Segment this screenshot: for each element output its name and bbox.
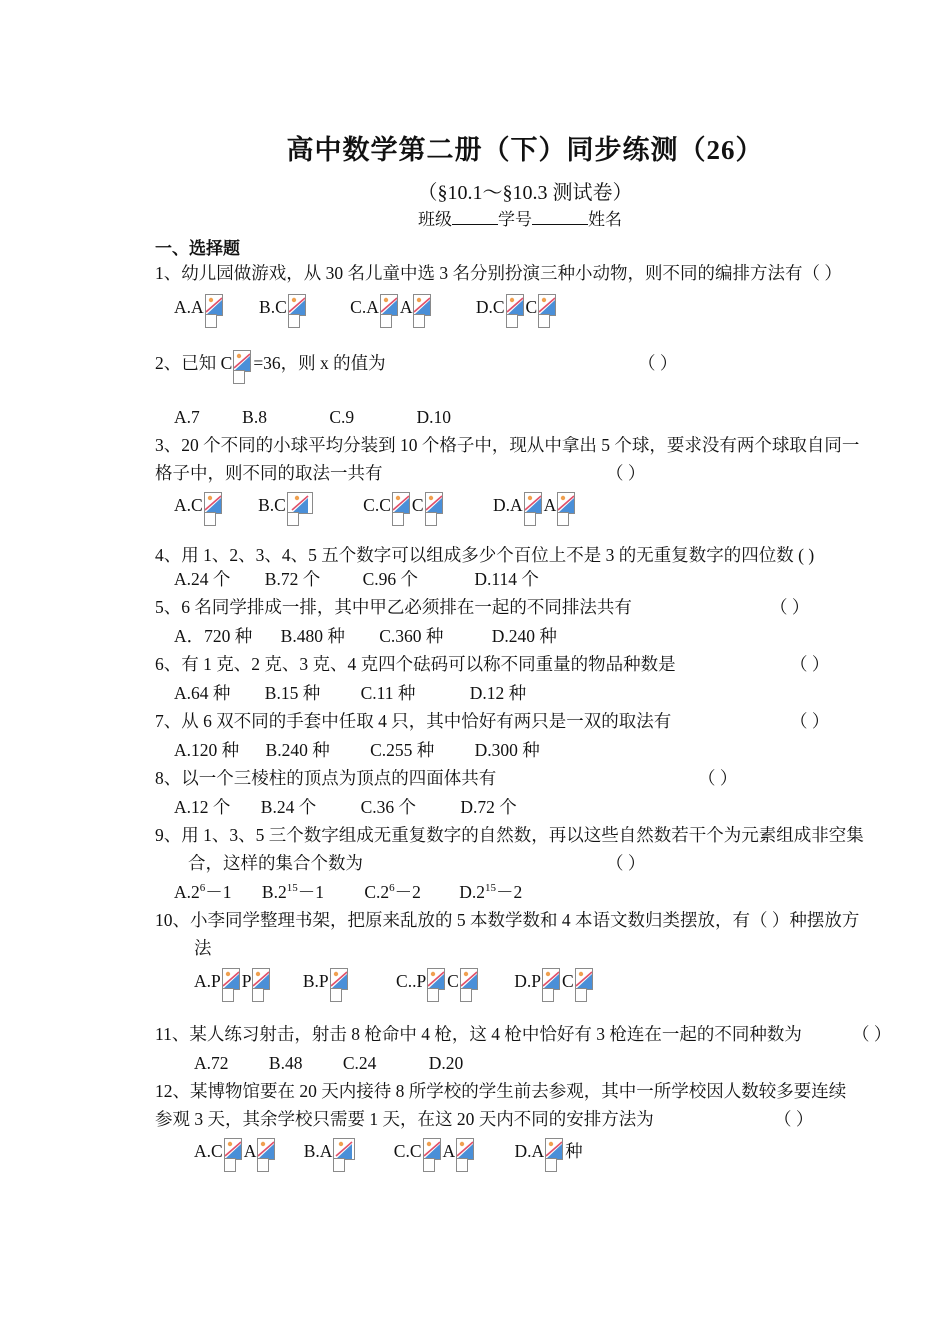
question-2-options [174,406,451,428]
formula-image-icon [413,294,431,328]
option-b-tail: －1 [297,882,324,902]
question-7-options [174,739,540,761]
formula-image-icon [575,968,593,1002]
answer-paren: （ ） [770,597,810,617]
page-title: 高中数学第二册（下）同步练测（26） [286,135,764,165]
option-b: B.8 [242,407,267,427]
formula-image-icon [222,968,240,1002]
option-b: B.P [302,971,329,991]
section-title: 一、选择题 [155,239,240,258]
option-c-tail: －2 [394,882,421,902]
question-11-text: 11、某人练习射击，射击 8 枪命中 4 枪，这 4 枪中恰好有 3 枪连在一起的不同种数为 [155,1024,802,1044]
option-d: D.A [514,1141,545,1161]
option-d: D.240 种 [491,626,557,646]
question-8-options [174,796,517,818]
formula-image-icon [233,350,251,384]
formula-image-icon [423,1138,441,1172]
option-a: A.72 [194,1053,229,1073]
option-b: B.48 [268,1053,303,1073]
option-d-part: C [561,971,574,991]
option-d: D.12 种 [469,683,527,703]
page-subtitle: （§10.1～§10.3 测试卷） [417,182,633,204]
question-3-text: 3、20 个不同的小球平均分装到 10 个格子中，现从中拿出 5 个球，要求没有两个球取自同一 [155,435,860,455]
question-9-options [174,881,522,903]
option-d-tail: －2 [496,882,523,902]
question-6-text: 6、有 1 克、2 克、3 克、4 克四个砝码可以称不同重量的物品种数是 [155,654,676,674]
formula-image-icon [205,294,223,328]
option-c: C.36 个 [360,797,417,817]
option-a: A.24 个 [174,569,231,589]
exponent: 15 [485,882,497,895]
option-b: B.15 种 [264,683,321,703]
option-a: A.64 种 [174,683,231,703]
question-1-text: 1、幼儿园做游戏，从 30 名儿童中选 3 名分别扮演三种小动物，则不同的编排方法有（ ） [155,263,842,283]
formula-image-icon [425,492,443,526]
option-d: D.300 种 [474,740,540,760]
formula-image-icon [333,1138,355,1172]
answer-paren: （ ） [698,768,738,788]
formula-image-icon [288,294,306,328]
question-2-text [155,352,386,384]
formula-image-icon [538,294,556,328]
option-a-part: P [241,971,252,991]
option-c: C.360 种 [379,626,444,646]
formula-image-icon [545,1138,563,1172]
option-d-part: A [543,495,557,515]
question-12-options [194,1140,583,1172]
answer-paren: （ ） [606,463,646,483]
number-blank [532,208,588,225]
formula-image-icon [557,492,575,526]
question-9-text: 9、用 1、3、5 三个数字组成无重复数字的自然数，再以这些自然数若干个为元素组成非空集 [155,825,864,845]
question-4-text: 4、用 1、2、3、4、5 五个数字可以组成多少个百位上不是 3 的无重复数字的四位数 ( ) [155,545,815,565]
option-a: A.120 种 [174,740,240,760]
number-label: 学号 [498,210,532,229]
answer-paren: （ ） [790,654,830,674]
formula-image-icon [392,492,410,526]
option-a: A．720 种 [174,626,253,646]
option-d-part: 种 [565,1141,583,1161]
option-a: A.12 个 [174,797,231,817]
question-2-suffix: =36，则 x 的值为 [253,353,386,373]
answer-paren: （ ） [790,711,830,731]
formula-image-icon [287,492,313,526]
question-8-text: 8、以一个三棱柱的顶点为顶点的四面体共有 [155,768,497,788]
question-11-options [194,1052,463,1074]
option-c: C.11 种 [360,683,416,703]
class-label: 班级 [418,210,452,229]
option-c-part: C [447,971,459,991]
exponent: 6 [389,882,395,895]
question-3-text-cont: 格子中，则不同的取法一共有 [155,463,383,483]
option-a: A.C [174,495,203,515]
formula-image-icon [524,492,542,526]
option-c: C.A [350,297,379,317]
class-blank [452,208,498,225]
option-b: B.C [258,495,286,515]
question-12-text-cont: 参观 3 天，其余学校只需要 1 天，在这 20 天内不同的安排方法为 [155,1109,654,1129]
question-6-options [174,682,526,704]
question-10-options [194,970,595,1002]
option-b: B.480 种 [280,626,345,646]
question-4-options [174,568,539,590]
option-c: C.255 种 [370,740,435,760]
option-d: D.A [492,495,523,515]
question-2-prefix: 2、已知 C [155,353,233,373]
option-a: A.P [194,971,221,991]
exponent: 15 [286,882,298,895]
answer-paren: （ ） [606,853,646,873]
option-b: B.A [303,1141,333,1161]
option-a: A.7 [174,407,200,427]
option-d: D.10 [416,407,452,427]
option-d-part: C [525,297,538,317]
question-5-text: 5、6 名同学排成一排，其中甲乙必须排在一起的不同排法共有 [155,597,632,617]
question-7-text: 7、从 6 双不同的手套中任取 4 只，其中恰好有两只是一双的取法有 [155,711,672,731]
option-c: C.96 个 [362,569,419,589]
option-b: B.C [259,297,287,317]
option-d: D.20 [428,1053,464,1073]
formula-image-icon [456,1138,474,1172]
option-d: D.114 个 [474,569,539,589]
option-a: A.A [174,297,204,317]
option-c-part: A [442,1141,456,1161]
option-b: B.72 个 [264,569,321,589]
option-b: B.240 种 [265,740,330,760]
option-b: B.2 [261,882,287,902]
question-10-text-cont: 法 [194,938,212,958]
option-d: D.P [514,971,541,991]
question-5-options [174,625,557,647]
option-a-tail: －1 [205,882,232,902]
option-d: D.72 个 [460,797,517,817]
formula-image-icon [204,492,222,526]
option-d: D.2 [459,882,486,902]
option-c: C.C [393,1141,422,1161]
formula-image-icon [257,1138,275,1172]
exponent: 6 [199,882,206,895]
option-a: A.C [194,1141,223,1161]
answer-paren: （ ） [774,1109,814,1129]
formula-image-icon [542,968,560,1002]
option-c: C.24 [342,1053,377,1073]
option-b: B.24 个 [260,797,317,817]
option-d: D.C [475,297,505,317]
option-c-part: A [399,297,413,317]
formula-image-icon [460,968,478,1002]
answer-paren: （ ） [638,353,678,373]
question-9-text-cont: 合，这样的集合个数为 [188,853,363,873]
answer-paren: （ ） [852,1024,892,1044]
student-info-line [418,205,622,230]
formula-image-icon [224,1138,242,1172]
option-a-part: A [243,1141,257,1161]
question-12-text: 12、某博物馆要在 20 天内接待 8 所学校的学生前去参观，其中一所学校因人数较多要连续 [155,1081,847,1101]
option-a: A.2 [174,882,200,902]
formula-image-icon [330,968,348,1002]
option-c: C.9 [329,407,355,427]
question-3-options [174,494,577,526]
question-10-text: 10、小李同学整理书架，把原来乱放的 5 本数学数和 4 本语文数归类摆放，有（ ）种摆放方 [155,910,860,930]
formula-image-icon [380,294,398,328]
option-c: C..P [396,971,427,991]
option-c-part: C [411,495,424,515]
option-c: C.2 [364,882,390,902]
formula-image-icon [506,294,524,328]
option-c: C.C [363,495,391,515]
formula-image-icon [252,968,270,1002]
question-1-options [174,296,558,328]
formula-image-icon [427,968,445,1002]
name-label: 姓名 [588,210,622,229]
